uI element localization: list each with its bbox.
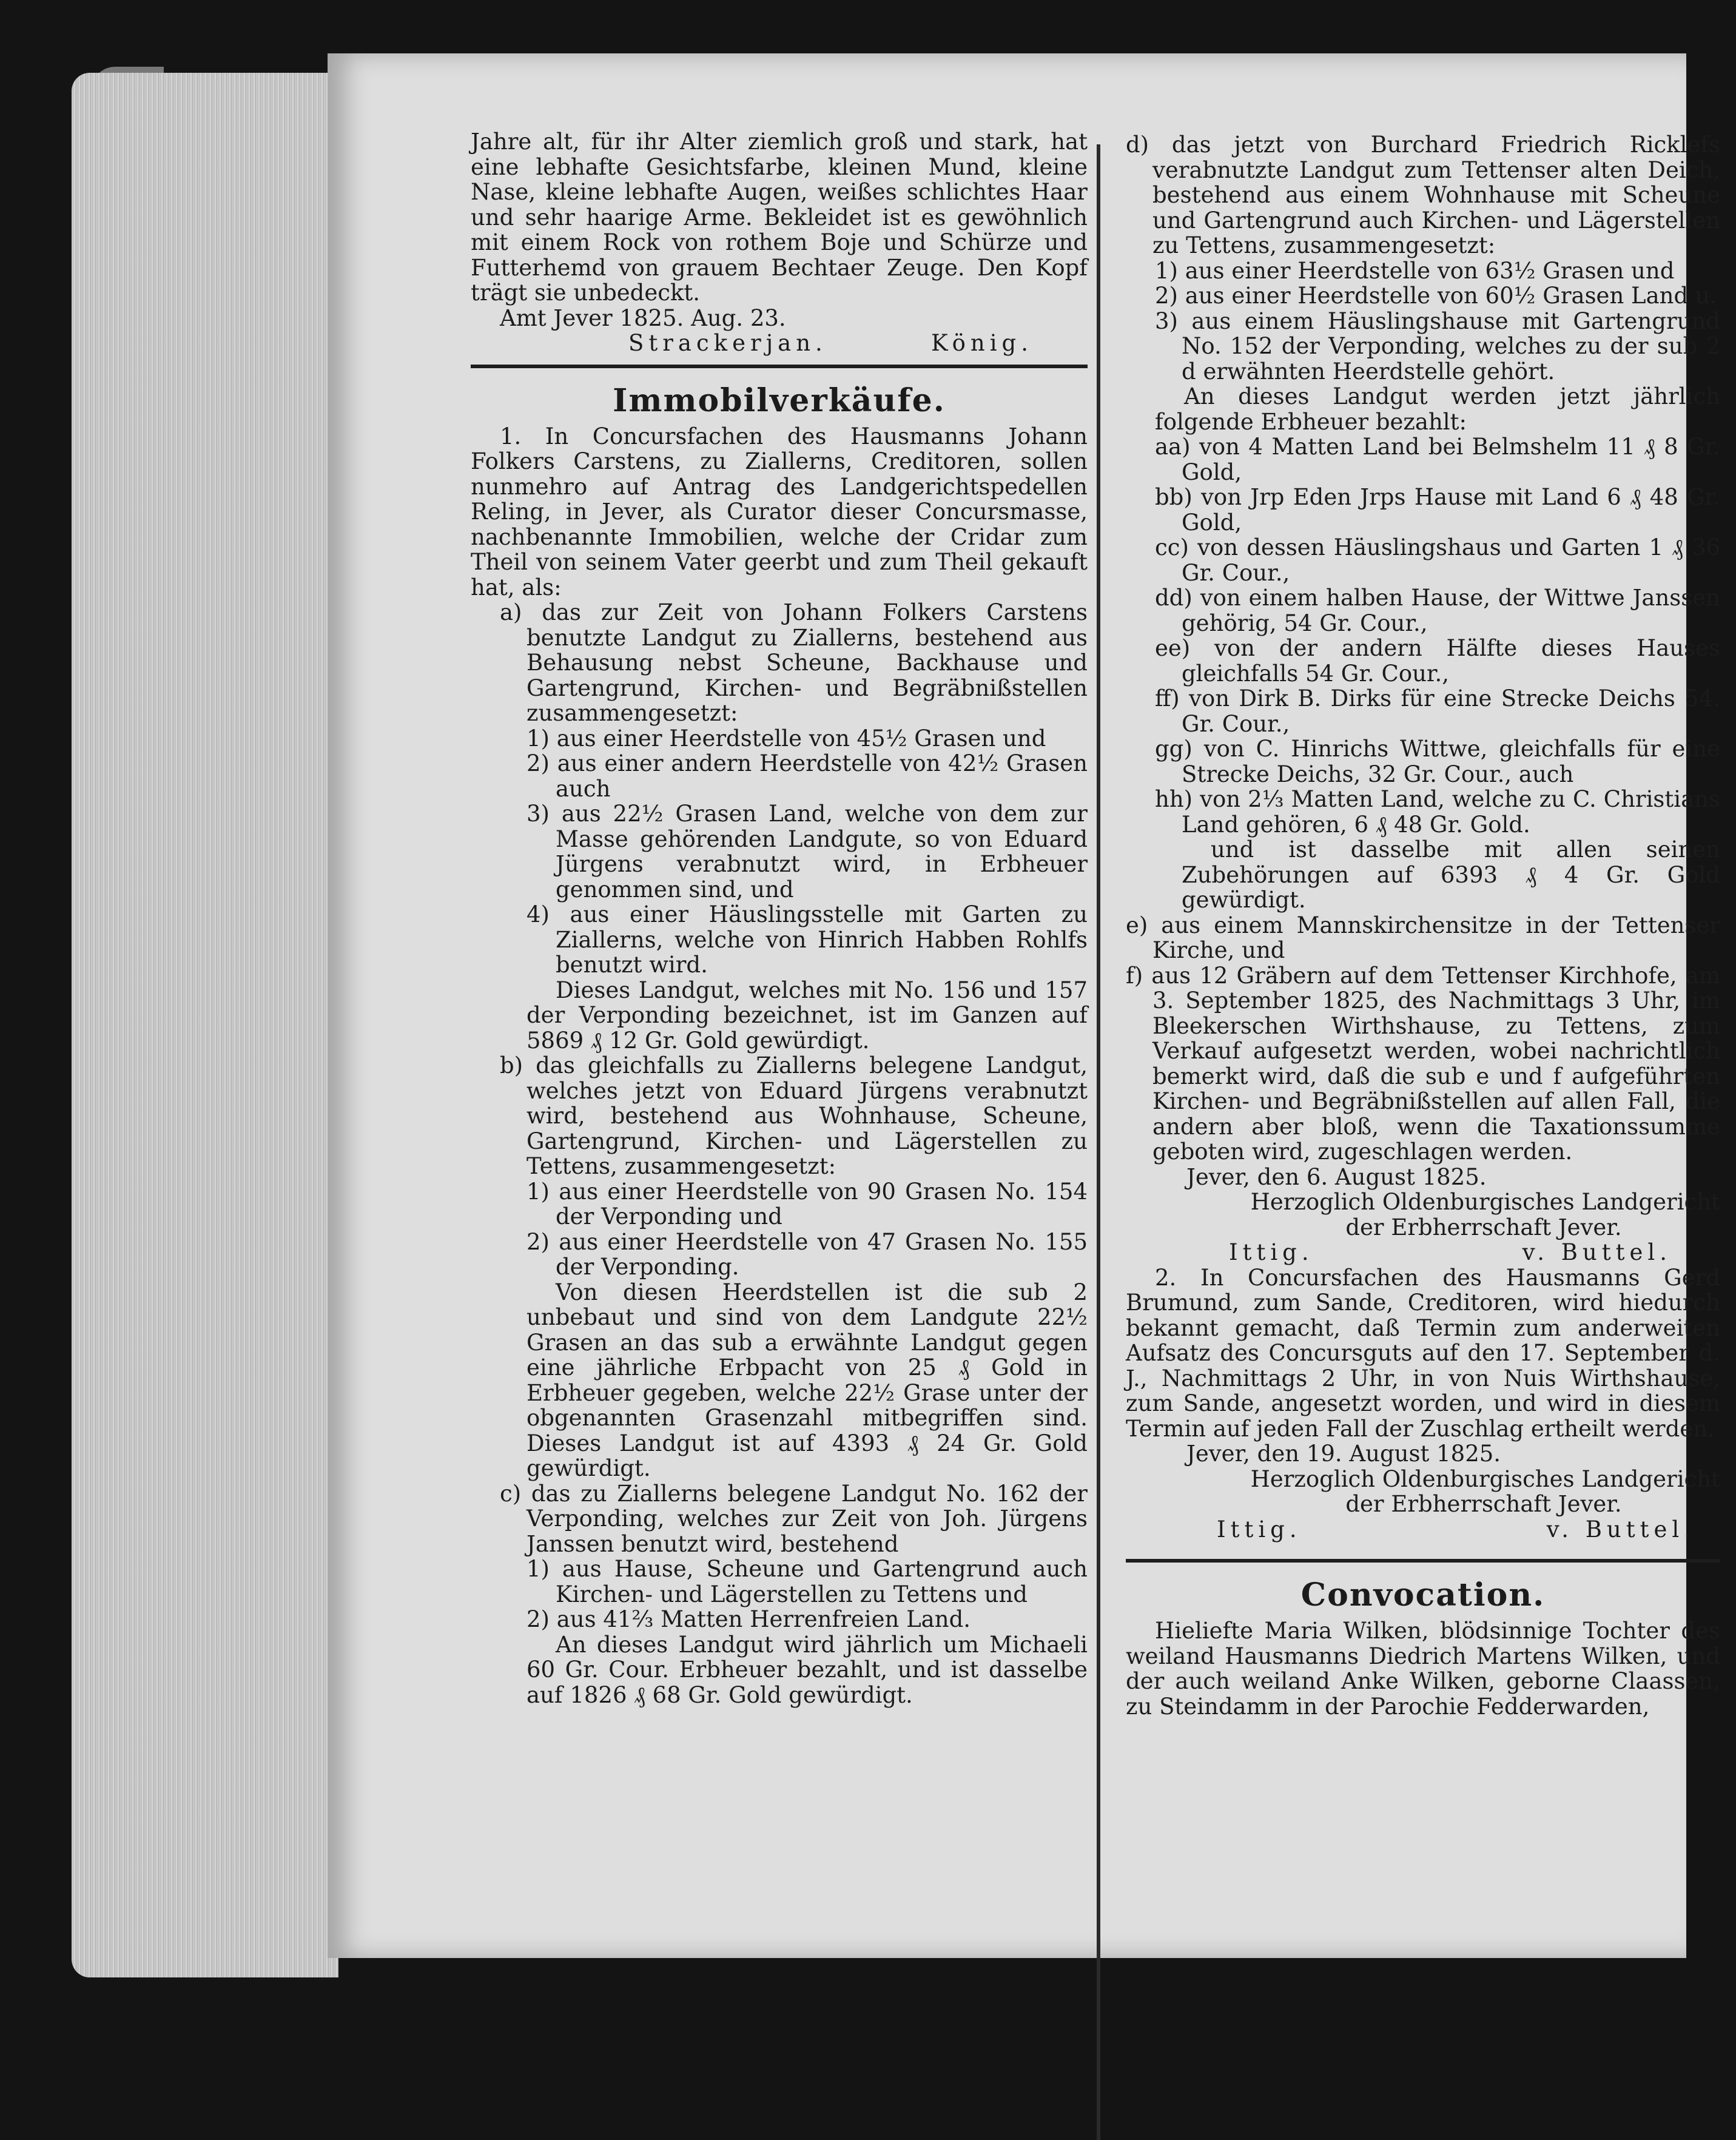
right-column (1126, 132, 1736, 1719)
notice-paragraph: Hieliefte Maria Wilken, blödsinnige Tochter des weiland Hausmanns Diedrich Martens Wilken, und der auch weiland Anke Wilken, geborne Claassen, zu Steindamm in der Parochie Fedderwarden, (1126, 1618, 1720, 1720)
item-e: e) aus einem Mannskirchensitze in der Tettenser Kirche, und (1126, 912, 1720, 963)
signature-row (471, 331, 1088, 356)
signature: Strackerjan. (628, 330, 827, 356)
item-c: c) das zu Ziallerns belegene Landgut No. 162 der Verponding, welches zur Zeit von Joh. Jürgens Janssen benutzt wird, bestehend (500, 1480, 1088, 1557)
newspaper-page (328, 53, 1720, 1958)
signature: v. Buttel. (1522, 1239, 1672, 1265)
item-b-note: Von diesen Heerdstellen ist die sub 2 unbebaut und sind von dem Landgute 22½ Grasen an das sub a erwähnte Landgut gegen eine jährliche Erbpacht von 25 ₰ Gold in Erbheuer gegeben, welche 22½ Grase unter der obgenannten Grasenzahl mitbegriffen sind. Dieses Landgut ist auf 4393 ₰ 24 Gr. Gold gewürdigt. (527, 1279, 1088, 1481)
signature-row (1126, 1240, 1720, 1265)
item-dd: dd) von einem halben Hause, der Wittwe Janssen gehörig, 54 Gr. Cour., (1155, 585, 1720, 636)
item-hh-note: und ist dasselbe mit allen seinen Zubehörungen auf 6393 ₰ 4 Gr. Gold gewürdigt. (1182, 836, 1720, 913)
item-a1: 1) aus einer Heerdstelle von 45½ Grasen und (527, 725, 1046, 752)
date-line: Jever, den 6. August 1825. (1186, 1163, 1487, 1190)
item-ee: ee) von der andern Hälfte dieses Hauses gleichfalls 54 Gr. Cour., (1155, 635, 1720, 687)
item-d3: 3) aus einem Häuslingshause mit Gartengrund No. 152 der Verponding, welches zu der sub 2 d erwähnten Heerdstelle gehört. (1155, 308, 1720, 385)
item-c1: 1) aus Hause, Scheune und Gartengrund auch Kirchen- und Lägerstellen zu Tettens und (527, 1556, 1088, 1607)
signature: v. Buttel. (1546, 1516, 1696, 1543)
item-b1: 1) aus einer Heerdstelle von 90 Grasen No. 154 der Verponding und (527, 1178, 1088, 1230)
item-b2: 2) aus einer Heerdstelle von 47 Grasen No. 155 der Verponding. (527, 1228, 1088, 1280)
item-a3: 3) aus 22½ Grasen Land, welche von dem zur Masse gehörenden Landgute, so von Eduard Jürgens verabnutzt wird, in Erbheuer genommen sind, und (527, 801, 1088, 903)
notice-paragraph: 1. In Concursfachen des Hausmanns Johann Folkers Carstens, zu Ziallerns, Creditoren, sollen nunmehro auf Antrag des Landgerichtspedellen Reling, in Jever, als Curator dieser Concursmasse, nachbenannte Immobilien, welche der Cridar zum Theil von seinem Vater geerbt und zum Theil gekauft hat, als: (471, 423, 1088, 601)
page-edges (72, 73, 338, 1977)
item-c-note: An dieses Landgut wird jährlich um Michaeli 60 Gr. Cour. Erbheuer bezahlt, und ist dasselbe auf 1826 ₰ 68 Gr. Gold gewürdigt. (527, 1631, 1088, 1708)
court-name: der Erbherrschaft Jever. (1345, 1491, 1622, 1517)
item-d2: 2) aus einer Heerdstelle von 60½ Grasen Land u. (1155, 283, 1717, 309)
court-name: Herzoglich Oldenburgisches Landgericht (1250, 1465, 1720, 1492)
signature: Ittig. (1217, 1516, 1302, 1543)
item-a4: 4) aus einer Häuslingsstelle mit Garten zu Ziallerns, welche von Hinrich Habben Rohlfs benutzt wird. (527, 901, 1088, 978)
item-ff: ff) von Dirk B. Dirks für eine Strecke Deichs 54. Gr. Cour., (1155, 685, 1720, 737)
item-a-note: Dieses Landgut, welches mit No. 156 und 157 der Verponding bezeichnet, ist im Ganzen auf 5869 ₰ 12 Gr. Gold gewürdigt. (527, 977, 1088, 1054)
date-line: Amt Jever 1825. Aug. 23. (500, 305, 786, 331)
section-rule (471, 365, 1088, 368)
item-bb: bb) von Jrp Eden Jrps Hause mit Land 6 ₰ 48 Gr. Gold, (1155, 484, 1720, 536)
section-heading: Convocation. (1300, 1576, 1546, 1613)
item-f: f) aus 12 Gräbern auf dem Tettenser Kirchhofe, am 3. September 1825, des Nachmittags 3 Uhr, im Bleekerschen Wirthshause, zu Tettens, zum Verkauf aufgesetzt werden, wobei nachrichtlich bemerkt wird, daß die sub e und f aufgeführten Kirchen- und Begräbnißstellen auf allen Fall, die andern aber bloß, wenn die Taxationssumme geboten wird, zugeschlagen werden. (1126, 962, 1720, 1165)
intro-paragraph: Jahre alt, für ihr Alter ziemlich groß und stark, hat eine lebhafte Gesichtsfarbe, kleinen Mund, kleine Nase, kleine lebhafte Augen, weißes schlichtes Haar und sehr haarige Arme. Bekleidet ist es gewöhnlich mit einem Rock von rothem Boje und Schürze und Futterhemd von grauem Bechtaer Zeuge. Den Kopf trägt sie unbedeckt. (471, 129, 1088, 306)
date-line: Jever, den 19. August 1825. (1186, 1441, 1501, 1467)
item-c2: 2) aus 41⅔ Matten Herrenfreien Land. (527, 1606, 971, 1632)
court-name: Herzoglich Oldenburgisches Landgericht (1250, 1189, 1720, 1215)
notice-paragraph: 2. In Concursfachen des Hausmanns Gerd Brumund, zum Sande, Creditoren, wird hiedurch bekannt gemacht, daß Termin zum anderweiten Aufsatz des Concursguts auf den 17. September d. J., Nachmittags 2 Uhr, in von Nuis Wirthshause, zum Sande, angesetzt worden, und wird in diesem Termin auf jeden Fall der Zuschlag ertheilt werden. (1126, 1264, 1720, 1442)
court-name: der Erbherrschaft Jever. (1345, 1214, 1622, 1240)
item-d1: 1) aus einer Heerdstelle von 63½ Grasen und (1155, 257, 1675, 284)
item-cc: cc) von dessen Häuslingshaus und Garten 1 ₰ 36 Gr. Cour., (1155, 534, 1720, 586)
signature: Ittig. (1229, 1239, 1314, 1265)
section-heading: Immobilverkäufe. (613, 382, 946, 419)
item-gg: gg) von C. Hinrichs Wittwe, gleichfalls für eine Strecke Deichs, 32 Gr. Cour., auch (1155, 736, 1720, 787)
signature-row (1126, 1517, 1720, 1543)
item-aa: aa) von 4 Matten Land bei Belmshelm 11 ₰ 8 Gr. Gold, (1155, 434, 1720, 485)
item-a: a) das zur Zeit von Johann Folkers Carstens benutzte Landgut zu Ziallerns, bestehend aus Behausung nebst Scheune, Backhause und Gartengrund, Kirchen- und Begräbnißstellen zusammengesetzt: (500, 599, 1088, 726)
item-b: b) das gleichfalls zu Ziallerns belegene Landgut, welches jetzt von Eduard Jürgens verabnutzt wird, bestehend aus Wohnhause, Scheune, Gartengrund, Kirchen- und Lägerstellen zu Tettens, zusammengesetzt: (500, 1052, 1088, 1179)
signature: König. (930, 330, 1033, 356)
item-d: d) das jetzt von Burchard Friedrich Ricklefs verabnutzte Landgut zum Tettenser alten Deich, bestehend aus einem Wohnhause mit Scheune und Gartengrund auch Kirchen- und Lägerstellen zu Tettens, zusammengesetzt: (1126, 132, 1720, 258)
item-a2: 2) aus einer andern Heerdstelle von 42½ Grasen auch (527, 750, 1088, 802)
section-rule (1126, 1559, 1720, 1563)
item-d-note: An dieses Landgut werden jetzt jährlich folgende Erbheuer bezahlt: (1155, 383, 1720, 435)
item-hh: hh) von 2⅓ Matten Land, welche zu C. Christians Land gehören, 6 ₰ 48 Gr. Gold. (1155, 786, 1720, 838)
